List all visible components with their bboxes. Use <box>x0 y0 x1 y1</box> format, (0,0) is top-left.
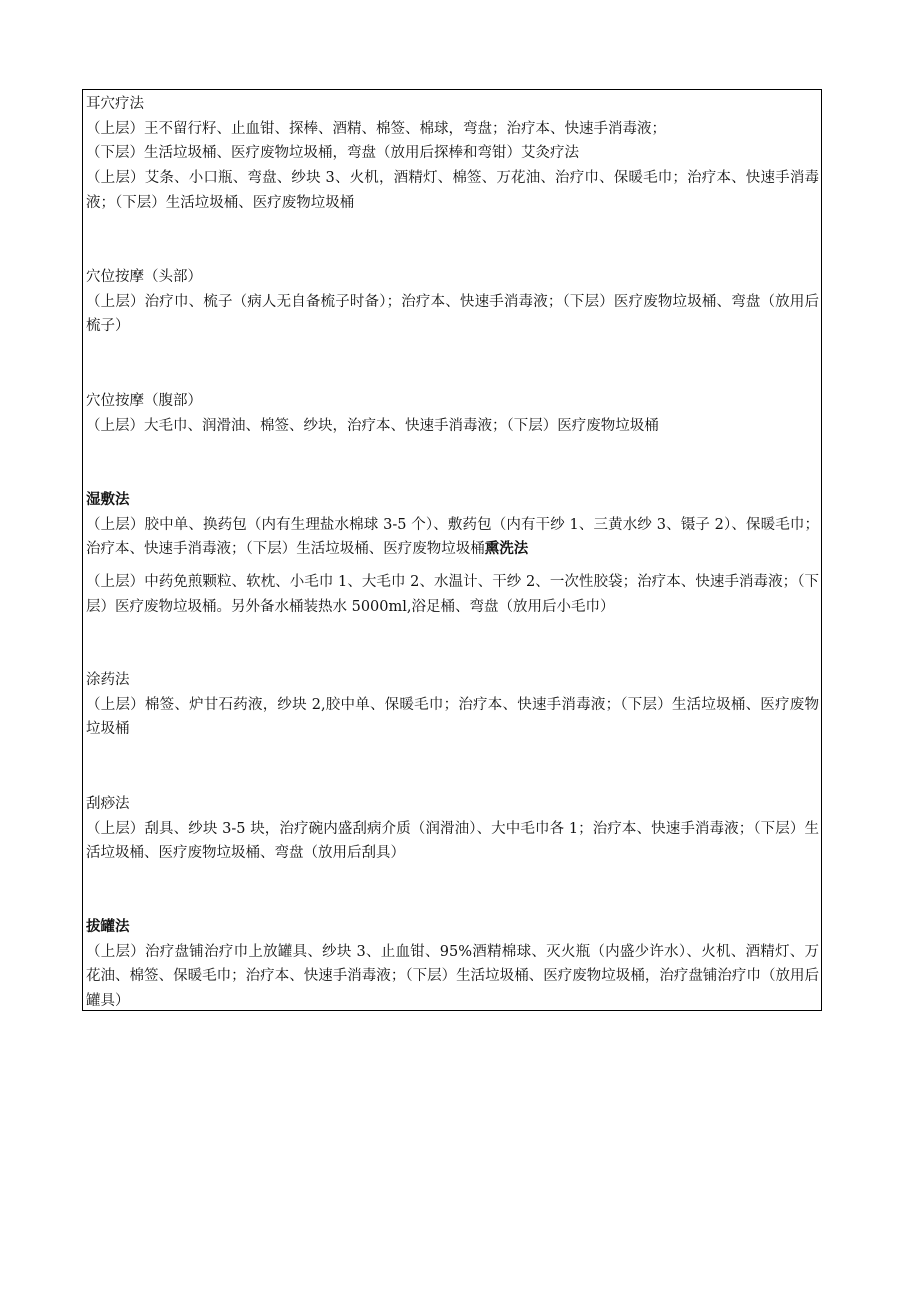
section-text: （上层）大毛巾、润滑油、棉签、纱块，治疗本、快速手消毒液；（下层）医疗废物垃圾桶 <box>86 417 659 434</box>
section-abdomen-massage <box>86 389 819 438</box>
section-head-massage <box>86 265 819 339</box>
section-title: 湿敷法 <box>86 492 130 508</box>
section-title-inline: 熏洗法 <box>484 541 529 558</box>
section-wet-compress <box>86 488 819 562</box>
section-apply-medicine <box>86 668 819 742</box>
section-title: 穴位按摩（头部） <box>86 269 202 285</box>
section-scraping <box>86 792 819 866</box>
document-box <box>82 89 822 1011</box>
section-text: （上层）治疗巾、梳子（病人无自备梳子时备）；治疗本、快速手消毒液；（下层）医疗废物垃圾桶、弯盘（放用后梳子） <box>86 293 819 335</box>
section-text: （上层）治疗盘铺治疗巾上放罐具、纱块 3、止血钳、95%酒精棉球、灭火瓶（内盛少许水）、火机、酒精灯、万花油、棉签、保暖毛巾；治疗本、快速手消毒液；（下层）生活垃圾桶、医疗废物垃圾桶，治疗盘铺治疗巾（放用后罐具） <box>86 943 819 1010</box>
section-text: （上层）刮具、纱块 3-5 块，治疗碗内盛刮病介质（润滑油）、大中毛巾各 1；治疗本、快速手消毒液；（下层）生活垃圾桶、医疗废物垃圾桶、弯盘（放用后刮具） <box>86 820 819 862</box>
section-title: 拔罐法 <box>86 919 130 935</box>
section-text-line: （下层）生活垃圾桶、医疗废物垃圾桶，弯盘（放用后探棒和弯钳）艾灸疗法 <box>86 145 579 162</box>
section-text-line: （上层）王不留行籽、止血钳、探棒、酒精、棉签、棉球，弯盘；治疗本、快速手消毒液； <box>86 120 666 137</box>
section-ear-acupoint <box>86 92 819 215</box>
section-text <box>86 513 819 562</box>
section-cupping <box>86 915 819 1014</box>
section-title: 涂药法 <box>86 672 130 688</box>
section-title: 耳穴疗法 <box>86 96 144 112</box>
section-title: 刮痧法 <box>86 796 130 812</box>
section-text: （上层）棉签、炉甘石药液，纱块 2,胶中单、保暖毛巾；治疗本、快速手消毒液；（下层）生活垃圾桶、医疗废物垃圾桶 <box>86 696 819 738</box>
section-fumigation <box>86 570 819 619</box>
section-text-body: （上层）胶中单、换药包（内有生理盐水棉球 3-5 个）、敷药包（内有干纱 1、三黄水纱 3、镊子 2）、保暖毛巾；治疗本、快速手消毒液；（下层）生活垃圾桶、医疗废物垃圾桶 <box>86 516 819 558</box>
section-text: （上层）艾条、小口瓶、弯盘、纱块 3、火机，酒精灯、棉签、万花油、治疗巾、保暖毛巾；治疗本、快速手消毒液；（下层）生活垃圾桶、医疗废物垃圾桶 <box>86 170 819 211</box>
section-title: 穴位按摩（腹部） <box>86 393 202 409</box>
section-text: （上层）中药免煎颗粒、软枕、小毛巾 1、大毛巾 2、水温计、干纱 2、一次性胶袋；治疗本、快速手消毒液；（下层）医疗废物垃圾桶。另外备水桶装热水 5000ml,浴足桶、弯盘（放用后小毛巾） <box>86 574 819 615</box>
